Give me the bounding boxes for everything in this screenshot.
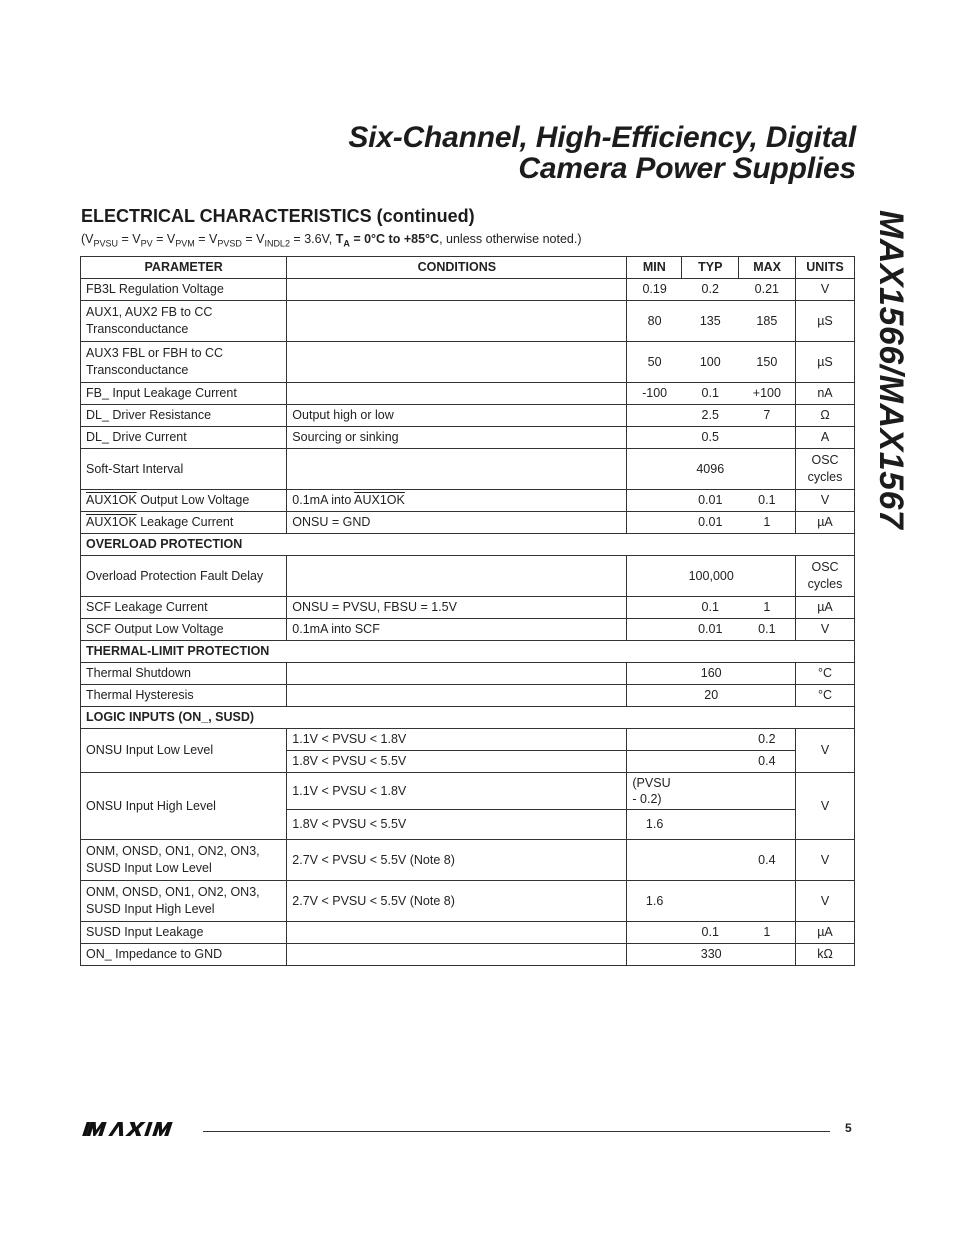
- min-cell: 50: [627, 342, 682, 383]
- param-cell: ON_ Impedance to GND: [81, 944, 287, 966]
- side-part-number: MAX1566/MAX1567: [872, 210, 910, 530]
- conditions-cell: 2.7V < PVSU < 5.5V (Note 8): [287, 840, 627, 881]
- table-row: [81, 449, 855, 490]
- max-cell: 1: [739, 922, 796, 944]
- min-cell: 0.19: [627, 279, 682, 301]
- max-cell: 1: [739, 597, 796, 619]
- param-cell: Soft-Start Interval: [81, 449, 287, 490]
- typ-cell: 0.1: [682, 383, 739, 405]
- typ-cell: 4096: [682, 449, 739, 490]
- section-row-logic: [81, 707, 855, 729]
- table-row: [81, 556, 855, 597]
- max-cell: 185: [739, 301, 796, 342]
- typ-cell: [682, 773, 739, 810]
- units-cell: V: [796, 729, 855, 773]
- section-label: LOGIC INPUTS (ON_, SUSD): [81, 707, 855, 729]
- param-cell: AUX1OK Leakage Current: [81, 512, 287, 534]
- units-cell: kΩ: [796, 944, 855, 966]
- units-cell: °C: [796, 685, 855, 707]
- conditions-cell: [287, 449, 627, 490]
- max-cell: 150: [739, 342, 796, 383]
- document-title: [348, 122, 856, 184]
- table-row: [81, 427, 855, 449]
- conditions-cell: 2.7V < PVSU < 5.5V (Note 8): [287, 881, 627, 922]
- typ-cell: 0.1: [682, 597, 739, 619]
- min-cell: [627, 922, 682, 944]
- param-cell: ONM, ONSD, ON1, ON2, ON3, SUSD Input Low Level: [81, 840, 287, 881]
- min-cell: [627, 490, 682, 512]
- max-cell: [739, 773, 796, 810]
- table-row: [81, 840, 855, 881]
- title-line-1: Six-Channel, High-Efficiency, Digital: [348, 121, 856, 154]
- min-cell: [627, 405, 682, 427]
- param-cell: AUX1OK Output Low Voltage: [81, 490, 287, 512]
- max-cell: 0.1: [739, 490, 796, 512]
- table-row: [81, 383, 855, 405]
- section-label: THERMAL-LIMIT PROTECTION: [81, 641, 855, 663]
- table-row: [81, 619, 855, 641]
- title-line-2: Camera Power Supplies: [518, 152, 856, 185]
- header-units: UNITS: [796, 257, 855, 279]
- typ-cell: 160: [627, 663, 796, 685]
- typ-cell: [682, 840, 739, 881]
- page-number: 5: [845, 1121, 852, 1135]
- units-cell: µS: [796, 301, 855, 342]
- param-cell: SCF Output Low Voltage: [81, 619, 287, 641]
- min-cell: [627, 512, 682, 534]
- conditions-cell: [287, 279, 627, 301]
- table-row: [81, 922, 855, 944]
- typ-cell: 0.01: [682, 512, 739, 534]
- typ-cell: 100: [682, 342, 739, 383]
- conditions-cell: [287, 301, 627, 342]
- table-row: [81, 729, 855, 751]
- table-row: [81, 490, 855, 512]
- conditions-cell: ONSU = PVSU, FBSU = 1.5V: [287, 597, 627, 619]
- conditions-cell: [287, 663, 627, 685]
- min-cell: [627, 427, 682, 449]
- max-cell: 0.4: [739, 840, 796, 881]
- param-cell: ONSU Input Low Level: [81, 729, 287, 773]
- min-cell: [627, 449, 682, 490]
- units-cell: µA: [796, 512, 855, 534]
- max-cell: [739, 427, 796, 449]
- param-cell: Thermal Hysteresis: [81, 685, 287, 707]
- param-cell: Thermal Shutdown: [81, 663, 287, 685]
- conditions-cell: 1.1V < PVSU < 1.8V: [287, 773, 627, 810]
- table-row: [81, 405, 855, 427]
- min-cell: [627, 840, 682, 881]
- units-cell: Ω: [796, 405, 855, 427]
- param-cell: DL_ Drive Current: [81, 427, 287, 449]
- max-cell: 0.21: [739, 279, 796, 301]
- param-cell: FB_ Input Leakage Current: [81, 383, 287, 405]
- typ-cell: 0.01: [682, 490, 739, 512]
- typ-cell: 135: [682, 301, 739, 342]
- table-row: [81, 944, 855, 966]
- units-cell: nA: [796, 383, 855, 405]
- param-cell: Overload Protection Fault Delay: [81, 556, 287, 597]
- max-cell: [739, 881, 796, 922]
- maxim-logo: [82, 1118, 194, 1140]
- units-cell: OSC cycles: [796, 556, 855, 597]
- header-typ: TYP: [682, 257, 739, 279]
- min-cell: [627, 597, 682, 619]
- maxim-logo-icon: [82, 1118, 194, 1140]
- conditions-cell: [287, 685, 627, 707]
- units-cell: V: [796, 881, 855, 922]
- table-row: [81, 279, 855, 301]
- header-parameter: PARAMETER: [81, 257, 287, 279]
- max-cell: 0.4: [739, 751, 796, 773]
- table-header-row: [81, 257, 855, 279]
- conditions-cell: 0.1mA into SCF: [287, 619, 627, 641]
- typ-cell: 0.5: [682, 427, 739, 449]
- typ-cell: 2.5: [682, 405, 739, 427]
- units-cell: OSC cycles: [796, 449, 855, 490]
- conditions-cell: 1.1V < PVSU < 1.8V: [287, 729, 627, 751]
- param-cell: SUSD Input Leakage: [81, 922, 287, 944]
- section-label: OVERLOAD PROTECTION: [81, 534, 855, 556]
- units-cell: V: [796, 279, 855, 301]
- param-cell: DL_ Driver Resistance: [81, 405, 287, 427]
- section-heading: ELECTRICAL CHARACTERISTICS (continued): [81, 206, 475, 226]
- units-cell: °C: [796, 663, 855, 685]
- typ-cell: 100,000: [627, 556, 796, 597]
- units-cell: A: [796, 427, 855, 449]
- param-cell: ONSU Input High Level: [81, 773, 287, 840]
- param-cell: AUX3 FBL or FBH to CC Transconductance: [81, 342, 287, 383]
- param-cell: ONM, ONSD, ON1, ON2, ON3, SUSD Input High Level: [81, 881, 287, 922]
- min-cell: [627, 751, 682, 773]
- min-cell: [627, 729, 682, 751]
- header-min: MIN: [627, 257, 682, 279]
- param-cell: FB3L Regulation Voltage: [81, 279, 287, 301]
- min-cell: 1.6: [627, 881, 682, 922]
- table-row: [81, 773, 855, 810]
- max-cell: +100: [739, 383, 796, 405]
- header-conditions: CONDITIONS: [287, 257, 627, 279]
- table-row: [81, 881, 855, 922]
- electrical-characteristics-table: [80, 256, 855, 966]
- max-cell: 7: [739, 405, 796, 427]
- conditions-cell: ONSU = GND: [287, 512, 627, 534]
- typ-cell: [682, 810, 739, 840]
- conditions-cell: [287, 922, 627, 944]
- table-row: [81, 663, 855, 685]
- typ-cell: 0.1: [682, 922, 739, 944]
- max-cell: 1: [739, 512, 796, 534]
- conditions-cell: Sourcing or sinking: [287, 427, 627, 449]
- conditions-cell: [287, 383, 627, 405]
- units-cell: V: [796, 840, 855, 881]
- units-cell: µA: [796, 922, 855, 944]
- table-row: [81, 342, 855, 383]
- header-max: MAX: [739, 257, 796, 279]
- min-cell: 1.6: [627, 810, 682, 840]
- units-cell: µA: [796, 597, 855, 619]
- typ-cell: 330: [627, 944, 796, 966]
- min-cell: [627, 619, 682, 641]
- table-row: [81, 512, 855, 534]
- typ-cell: 0.01: [682, 619, 739, 641]
- table-row: [81, 301, 855, 342]
- section-row-thermal: [81, 641, 855, 663]
- typ-cell: 20: [627, 685, 796, 707]
- units-cell: V: [796, 619, 855, 641]
- min-cell: -100: [627, 383, 682, 405]
- min-cell: (PVSU - 0.2): [627, 773, 682, 810]
- units-cell: V: [796, 773, 855, 840]
- table-row: [81, 685, 855, 707]
- conditions-cell: 1.8V < PVSU < 5.5V: [287, 810, 627, 840]
- conditions-cell: [287, 342, 627, 383]
- max-cell: [739, 810, 796, 840]
- max-cell: 0.2: [739, 729, 796, 751]
- param-cell: AUX1, AUX2 FB to CC Transconductance: [81, 301, 287, 342]
- typ-cell: [682, 751, 739, 773]
- section-row-overload: [81, 534, 855, 556]
- typ-cell: 0.2: [682, 279, 739, 301]
- max-cell: 0.1: [739, 619, 796, 641]
- max-cell: [739, 449, 796, 490]
- footer-rule: [203, 1131, 830, 1132]
- param-cell: SCF Leakage Current: [81, 597, 287, 619]
- typ-cell: [682, 729, 739, 751]
- test-conditions: ($V_{PVSU} = V_{PV} = V_{PVM} = V_{PVSD} = V_{INDL2} = 3.6V$, $T_A = 0^\circ C$ to +85°C, unless otherwise noted.): [81, 232, 582, 249]
- conditions-cell: Output high or low: [287, 405, 627, 427]
- units-cell: µS: [796, 342, 855, 383]
- conditions-cell: [287, 556, 627, 597]
- conditions-cell: 1.8V < PVSU < 5.5V: [287, 751, 627, 773]
- conditions-cell: [287, 944, 627, 966]
- typ-cell: [682, 881, 739, 922]
- table-row: [81, 597, 855, 619]
- min-cell: 80: [627, 301, 682, 342]
- conditions-cell: 0.1mA into AUX1OK: [287, 490, 627, 512]
- units-cell: V: [796, 490, 855, 512]
